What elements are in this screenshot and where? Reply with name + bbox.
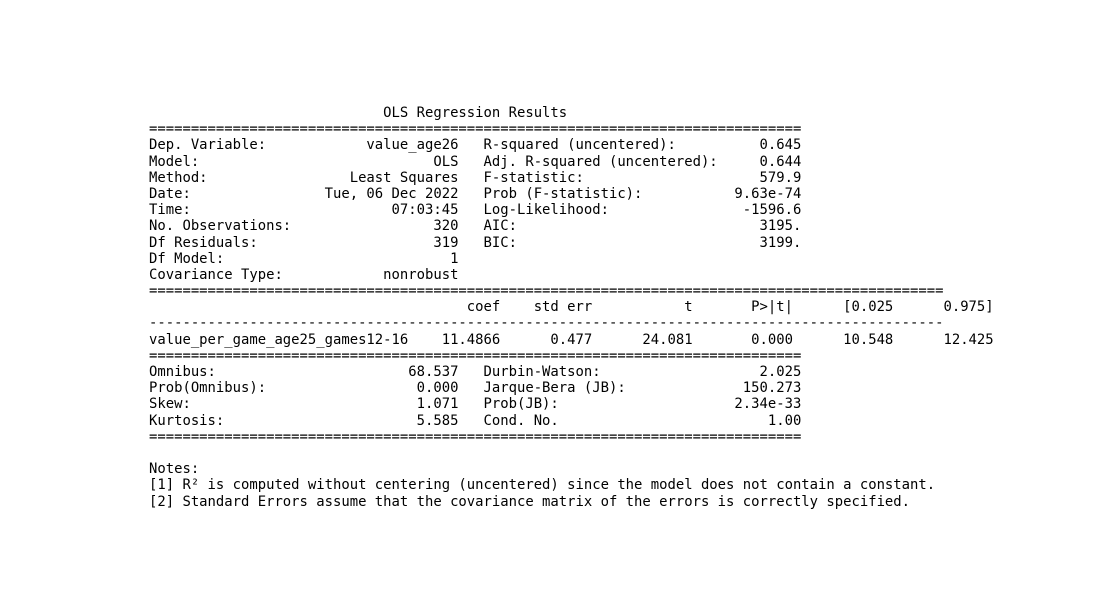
separator-top: ============================================================================== [149, 121, 802, 138]
separator-dash: ----------------------------------------------------------------------------------------------- [149, 315, 944, 332]
coef-header: coef std err t P>|t| [0.025 0.975] [149, 299, 994, 316]
separator-bottom: ============================================================================== [149, 428, 802, 445]
summary-row: Date: Tue, 06 Dec 2022 Prob (F-statistic): 9.63e-74 [149, 185, 802, 202]
summary-row: Model: OLS Adj. R-squared (uncentered): 0.644 [149, 153, 802, 170]
summary-row: No. Observations: 320 AIC: 3195. [149, 218, 802, 235]
summary-row: Covariance Type: nonrobust [149, 266, 459, 283]
note-line: [1] R² is computed without centering (uncentered) since the model does not contain a constant. [149, 477, 936, 494]
diagnostic-row: Omnibus: 68.537 Durbin-Watson: 2.025 [149, 364, 802, 380]
summary-row: Df Model: 1 [149, 250, 459, 267]
separator-mid: =============================================================================================== [149, 283, 944, 300]
blank-line [149, 445, 994, 461]
coef-row: value_per_game_age25_games12-16 11.4866 0.477 24.081 0.000 10.548 12.425 [149, 331, 994, 348]
separator-diag: ============================================================================== [149, 347, 802, 364]
summary-row: Method: Least Squares F-statistic: 579.9 [149, 169, 802, 186]
diagnostic-row: Kurtosis: 5.585 Cond. No. 1.00 [149, 412, 802, 429]
regression-report [149, 105, 994, 510]
diagnostic-row: Skew: 1.071 Prob(JB): 2.34e-33 [149, 396, 802, 413]
summary-row: Time: 07:03:45 Log-Likelihood: -1596.6 [149, 202, 802, 219]
notes-title: Notes: [149, 461, 200, 478]
report-title: OLS Regression Results [149, 105, 568, 121]
note-line: [2] Standard Errors assume that the covariance matrix of the errors is correctly specified. [149, 493, 911, 510]
diagnostic-row: Prob(Omnibus): 0.000 Jarque-Bera (JB): 150.273 [149, 380, 802, 397]
summary-row: Df Residuals: 319 BIC: 3199. [149, 234, 802, 251]
summary-row: Dep. Variable: value_age26 R-squared (uncentered): 0.645 [149, 137, 802, 154]
